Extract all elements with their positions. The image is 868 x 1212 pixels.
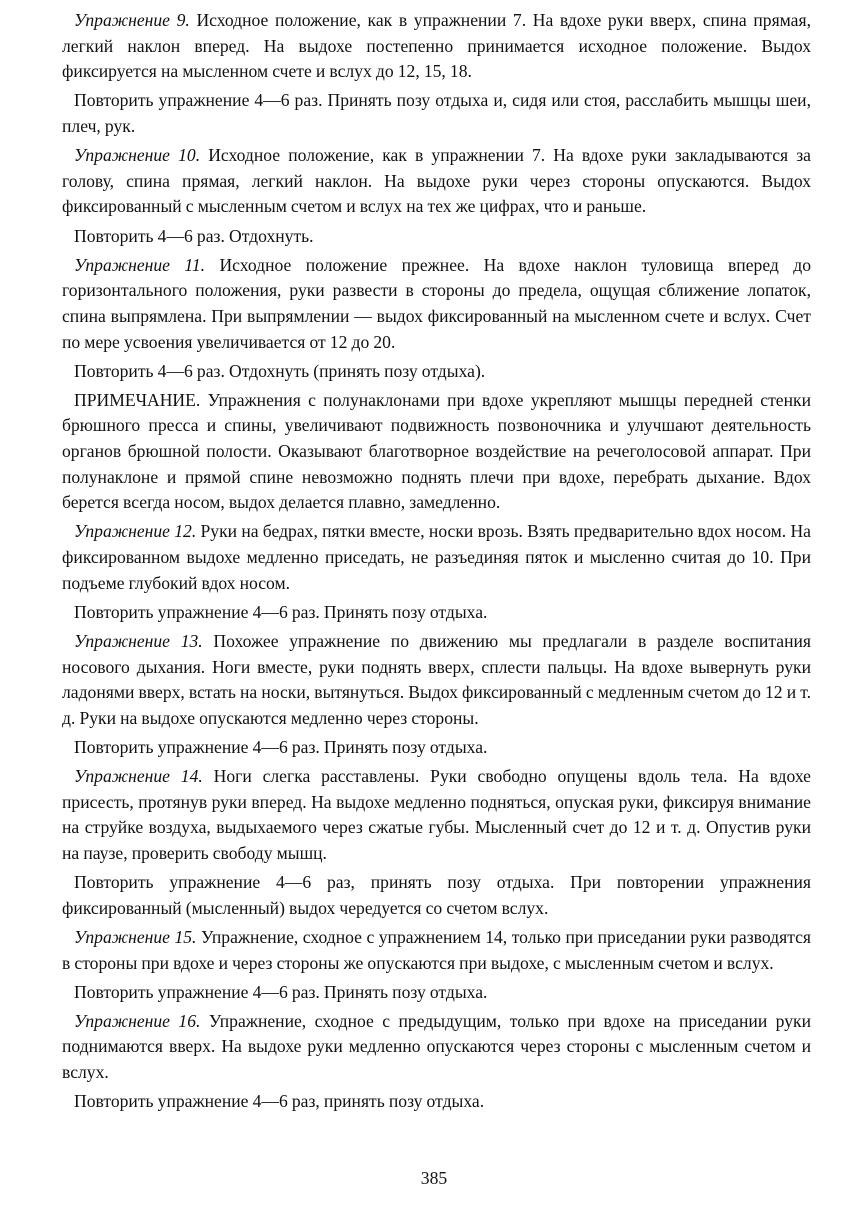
paragraph-text: Руки на бедрах, пятки вместе, носки врозь. Взять предварительно вдох носом. На фиксированном выдохе медленно приседать, не разъединяя пяток и мысленно считая до 10. При подъеме глубокий вдох носом. — [62, 521, 811, 593]
paragraph-text: Упражнения с полунаклонами при вдохе укрепляют мышцы передней стенки брюшного пресса и спины, увеличивают подвижность позвоночника и улучшают деятельность органов брюшной полости. Оказывают благотворное воздействие на речеголосовой аппарат. При полунаклоне и прямой спине невозможно поднять плечи при вдохе, перебрать дыхание. Вдох берется всегда носом, выдох делается плавно, замедленно. — [62, 389, 811, 513]
paragraph-repeat-13 — [62, 735, 811, 761]
paragraph-text: Упражнение, сходное с упражнением 14, только при приседании руки разводятся в стороны при вдохе и через стороны же опускаются при выдохе, с мысленным счетом и вслух. — [62, 926, 811, 973]
paragraph-text: Повторить 4—6 раз. Отдохнуть (принять позу отдыха). — [74, 360, 486, 381]
exercise-heading: Упражнение 13. — [74, 631, 203, 651]
exercise-heading: Упражнение 10. — [74, 145, 201, 166]
page-number: 385 — [420, 1168, 448, 1188]
exercise-heading: Упражнение 11. — [74, 254, 206, 275]
paragraph-repeat-11 — [62, 359, 811, 385]
paragraph-repeat-14 — [62, 870, 811, 921]
exercise-heading: Упражнение 16. — [74, 1010, 201, 1031]
exercise-heading: Упражнение 15. — [74, 926, 197, 947]
paragraph-repeat-12 — [62, 600, 811, 626]
paragraph-text: Повторить упражнение 4—6 раз. Принять позу отдыха и, сидя или стоя, расслабить мышцы шеи, плеч, рук. — [62, 90, 811, 136]
paragraph-exercise-16 — [62, 1009, 811, 1086]
paragraph-text: Исходное положение прежнее. На вдохе наклон туловища вперед до горизонтального положения, руки развести в стороны до предела, ощущая сближение лопаток, спина выпрямлена. При выпрямлении — выдох фиксированный на мысленном счете и вслух. Счет по мере усвоения увеличивается от 12 до 20. — [62, 254, 811, 352]
paragraph-text: Исходное положение, как в упражнении 7. На вдохе руки вверх, спина прямая, легкий наклон вперед. На выдохе постепенно принимается исходное положение. Выдох фиксируется на мысленном счете и вслух до 12, 15, 18. — [62, 10, 811, 82]
paragraph-exercise-14 — [62, 764, 811, 866]
paragraph-repeat-15 — [62, 980, 811, 1006]
paragraph-note — [62, 388, 811, 516]
paragraph-exercise-11 — [62, 253, 811, 355]
paragraph-exercise-10 — [62, 143, 811, 220]
paragraph-text: Упражнение, сходное с предыдущим, только при вдохе на приседании руки поднимаются вверх. На выдохе руки медленно опускаются через стороны с мысленным счетом и вслух. — [62, 1010, 811, 1083]
paragraph-exercise-15 — [62, 925, 811, 976]
paragraph-text: Повторить упражнение 4—6 раз. Принять позу отдыха. — [74, 601, 488, 622]
paragraph-exercise-13 — [62, 629, 811, 731]
paragraph-text: Исходное положение, как в упражнении 7. На вдохе руки закладываются за голову, спина прямая, легкий наклон. На выдохе руки через стороны опускаются. Выдох фиксированный с мысленным счетом и вслух на тех же цифрах, что и раньше. — [62, 145, 811, 217]
paragraph-exercise-12 — [62, 519, 811, 596]
page-body — [62, 8, 811, 1118]
paragraph-text: Повторить упражнение 4—6 раз. Принять позу отдыха. — [74, 736, 488, 757]
exercise-heading: Упражнение 14. — [74, 766, 203, 787]
paragraph-text: Повторить 4—6 раз. Отдохнуть. — [74, 225, 314, 246]
paragraph-repeat-9 — [62, 88, 811, 139]
note-heading: ПРИМЕЧАНИЕ. — [74, 389, 201, 410]
exercise-heading: Упражнение 12. — [74, 521, 197, 542]
paragraph-repeat-16 — [62, 1089, 811, 1115]
paragraph-text: Повторить упражнение 4—6 раз, принять позу отдыха. — [74, 1091, 485, 1112]
paragraph-text: Ноги слегка расставлены. Руки свободно опущены вдоль тела. На вдохе присесть, протянув руки вперед. На выдохе медленно подняться, опуская руки, фиксируя внимание на струйке воздуха, выдыхаемого через сжатые губы. Мысленный счет до 12 и т. д. Опустив руки на паузе, проверить свободу мышц. — [62, 766, 811, 863]
paragraph-text: Повторить упражнение 4—6 раз. Принять позу отдыха. — [74, 981, 488, 1002]
paragraph-exercise-9 — [62, 8, 811, 85]
exercise-heading: Упражнение 9. — [74, 10, 190, 30]
paragraph-repeat-10 — [62, 224, 811, 250]
paragraph-text: Похожее упражнение по движению мы предлагали в разделе воспитания носового дыхания. Ноги вместе, руки поднять вверх, сплести пальцы. На вдохе вывернуть руки ладонями вверх, встать на носки, вытянуться. Выдох фиксированный с медленным счетом до 12 и т. д. Руки на выдохе опускаются медленно через стороны. — [62, 631, 811, 728]
paragraph-text: Повторить упражнение 4—6 раз, принять позу отдыха. При повторении упражнения фиксированный (мысленный) выдох чередуется со счетом вслух. — [62, 872, 811, 918]
